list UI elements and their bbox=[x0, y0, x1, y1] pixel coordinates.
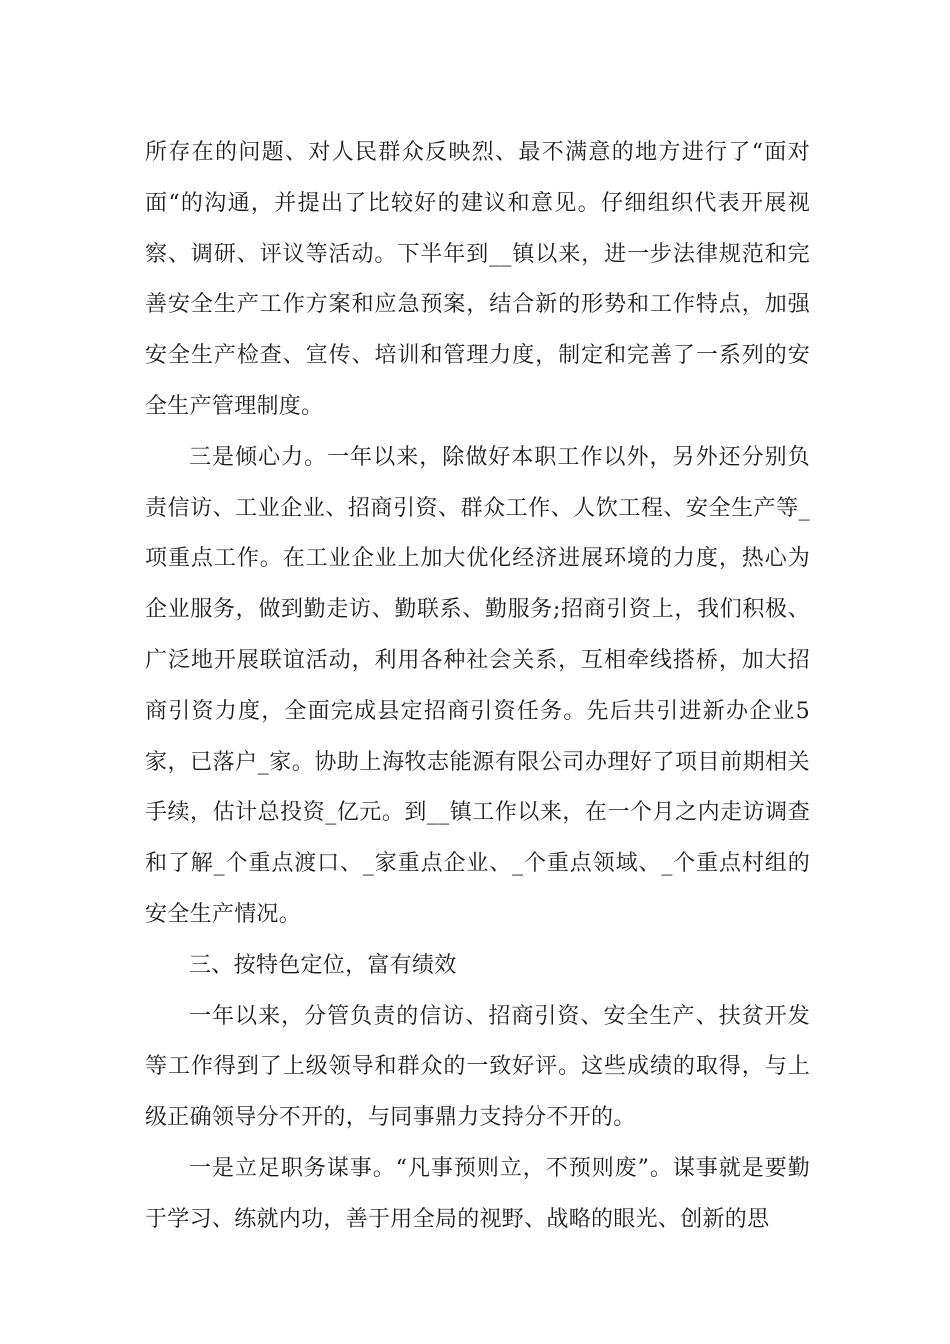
paragraph-third-point: 三是倾心力。一年以来，除做好本职工作以外，另外还分别负责信访、工业企业、招商引资、群众工作、人饮工程、安全生产等_项重点工作。在工业企业上加大优化经济进展环境的力度，热心为企业服务，做到勤走访、勤联系、勤服务;招商引资上，我们积极、广泛地开展联谊活动，利用各种社会关系，互相牵线搭桥，加大招商引资力度，全面完成县定招商引资任务。先后共引进新办企业5家，已落户_家。协助上海牧志能源有限公司办理好了项目前期相关手续，估计总投资_亿元。到__镇工作以来，在一个月之内走访调查和了解_个重点渡口、_家重点企业、_个重点领域、_个重点村组的安全生产情况。 bbox=[145, 444, 810, 927]
paragraph-first-point: 一是立足职务谋事。“凡事预则立，不预则废”。谋事就是要勤于学习、练就内功，善于用全局的视野、战略的眼光、创新的思 bbox=[145, 1155, 810, 1232]
paragraph-summary: 一年以来，分管负责的信访、招商引资、安全生产、扶贫开发等工作得到了上级领导和群众的一致好评。这些成绩的取得，与上级正确领导分不开的，与同事鼎力支持分不开的。 bbox=[145, 1003, 810, 1131]
document-body bbox=[145, 128, 810, 1246]
section-heading: 三、按特色定位，富有绩效 bbox=[189, 952, 457, 978]
paragraph-continuation: 所存在的问题、对人民群众反映烈、最不满意的地方进行了“面对面“的沟通，并提出了比较好的建议和意见。仔细组织代表开展视察、调研、评议等活动。下半年到__镇以来，进一步法律规范和完善安全生产工作方案和应急预案，结合新的形势和工作特点，加强安全生产检查、宣传、培训和管理力度，制定和完善了一系列的安全生产管理制度。 bbox=[145, 140, 810, 419]
